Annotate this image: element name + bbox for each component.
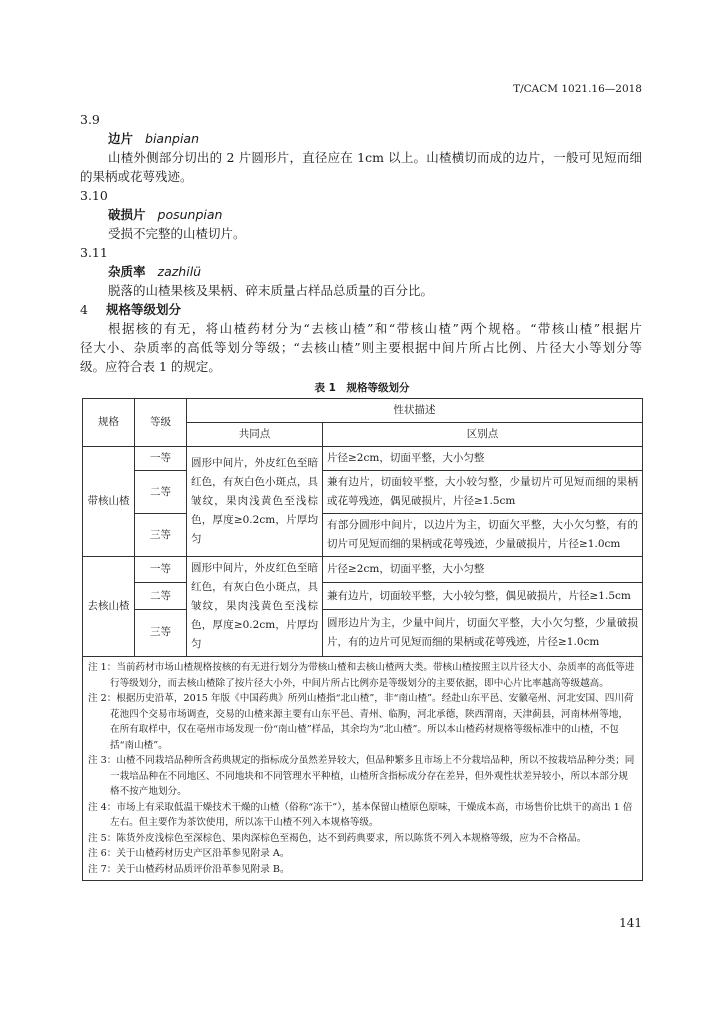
term-definition-line1: 山楂外侧部分切出的 2 片圆形片，直径应在 1cm 以上。山楂横切而成的边片，一般可见短而细: [108, 150, 642, 165]
grade-cell: 一等: [135, 557, 187, 583]
section-title: 规格等级划分: [105, 302, 181, 317]
term-name: 破损片: [108, 207, 146, 222]
standard-code: T/CACM 1021.16—2018: [513, 83, 642, 95]
grade-cell: 二等: [135, 471, 187, 514]
term-heading-zazhilu: [108, 262, 642, 281]
section-number-3-11: 3.11: [80, 245, 108, 260]
spec-cell: 去核山楂: [83, 557, 135, 657]
note-1: 注 1：当前药材市场山楂规格按核的有无进行划分为带核山楂和去核山楂两大类。带核山楂按照主以片径大小、杂质率的高低等进行等级划分，而去核山楂除了按片径大小外，中间片所占比例亦是等级划分的主要依据，即中心片比率越高等级越高。: [88, 662, 635, 689]
section-4-heading: [80, 300, 642, 319]
term-heading-posunpian: [108, 205, 642, 224]
section-4-paragraph-line1: 根据核的有无，将山楂药材分为“去核山楂”和“带核山楂”两个规格。“带核山楂”根据片: [108, 321, 642, 336]
grade-cell: 三等: [135, 609, 187, 656]
term-definition-line2: 的果柄或花萼残迹。: [80, 169, 193, 184]
section-4-paragraph-line2: 径大小、杂质率的高低等划分等级；“去核山楂”则主要根据中间片所占比例、片径大小等划分等: [80, 340, 642, 355]
diff-traits-cell: 兼有边片，切面较平整，大小较匀整，少量切片可见短而细的果柄或花萼残迹，偶见破损片，片径≥1.5cm: [323, 471, 643, 514]
diff-traits-cell: 兼有边片，切面较平整，大小较匀整，偶见破损片，片径≥1.5cm: [323, 583, 643, 609]
diff-traits-cell: 片径≥2cm，切面平整，大小匀整: [323, 447, 643, 471]
section-number: 4: [80, 302, 88, 317]
section-4-paragraph-line3: 级。应符合表 1 的规定。: [80, 359, 221, 374]
section-number-3-9: 3.9: [80, 112, 100, 127]
header-common: 共同点: [187, 423, 323, 447]
header-diff: 区别点: [323, 423, 643, 447]
term-heading-bianpian: [108, 129, 642, 148]
header-spec: 规格: [83, 399, 135, 447]
table-notes: [83, 657, 643, 881]
grade-cell: 二等: [135, 583, 187, 609]
common-traits-cell: 圆形中间片，外皮红色至暗红色，有灰白色小斑点，具皱纹，果肉浅黄色至浅棕色，厚度≥0.2cm，片厚均匀: [187, 447, 323, 557]
grade-cell: 三等: [135, 514, 187, 557]
header-grade: 等级: [135, 399, 187, 447]
header-traits: 性状描述: [187, 399, 643, 423]
term-definition: 脱落的山楂果核及果柄、碎末质量占样品总质量的百分比。: [108, 283, 434, 298]
page-number: 141: [619, 916, 642, 930]
diff-traits-cell: 圆形边片为主，少量中间片，切面欠平整，大小欠匀整，少量破损片，有的边片可见短而细的果柄或花萼残迹，片径≥1.0cm: [323, 609, 643, 656]
diff-traits-cell: 片径≥2cm，切面平整，大小匀整: [323, 557, 643, 583]
grade-specification-table: [82, 398, 643, 881]
term-pinyin: bianpian: [145, 131, 199, 146]
section-number-3-10: 3.10: [80, 188, 108, 203]
grade-cell: 一等: [135, 447, 187, 471]
note-7: 注 7：关于山楂药材品质评价沿革参见附录 B。: [88, 863, 290, 875]
spec-cell: 带核山楂: [83, 447, 135, 557]
term-name: 边片: [108, 131, 134, 146]
note-5: 注 5：陈货外皮浅棕色至深棕色、果肉深棕色至褐色，达不到药典要求，所以陈货不列入本规格等级，应为不合格品。: [88, 832, 587, 844]
note-2: 注 2：根据历史沿革，2015 年版《中国药典》所列山楂指“北山楂”，非“南山楂”。经赴山东平邑、安徽亳州、河北安国、四川荷花池四个交易市场调查，交易的山楂来源主要有山东平邑、青州、临朐，河北承德，陕西渭南，天津蓟县，河南林州等地，在所有取样中，仅在亳州市场发现一份“南山楂”样品，其余均为“北山楂”。所以本山楂药材规格等级标准中的山楂，不包括“南山楂”。: [88, 693, 634, 751]
term-definition: 受损不完整的山楂切片。: [108, 226, 246, 241]
common-traits-cell: 圆形中间片，外皮红色至暗红色，有灰白色小斑点，具皱纹，果肉浅黄色至浅棕色，厚度≥0.2cm，片厚均匀: [187, 557, 323, 657]
term-pinyin: posunpian: [157, 207, 223, 222]
term-pinyin: zazhilü: [157, 264, 202, 279]
note-4: 注 4：市场上有采取低温干燥技术干燥的山楂（俗称“冻干”），基本保留山楂原色原味，干燥成本高，市场售价比烘干的高出 1 倍左右。但主要作为茶饮使用，所以冻干山楂不列入本规格等级。: [88, 801, 633, 828]
table-title: 表 1 规格等级划分: [314, 382, 410, 394]
diff-traits-cell: 有部分圆形中间片，以边片为主，切面欠平整，大小欠匀整，有的切片可见短而细的果柄或花萼残迹，少量破损片，片径≥1.0cm: [323, 514, 643, 557]
note-3: 注 3：山楂不同栽培品种所含药典规定的指标成分虽然差异较大，但品种繁多且市场上不分栽培品种，所以不按栽培品种分类；同一栽培品种在不同地区、不同地块和不同管理水平种植，山楂所含指标成分存在差异，但外观性状差异较小，所以本部分规格不按产地划分。: [88, 755, 635, 797]
term-name: 杂质率: [108, 264, 146, 279]
note-6: 注 6：关于山楂药材历史产区沿革参见附录 A。: [88, 848, 290, 859]
